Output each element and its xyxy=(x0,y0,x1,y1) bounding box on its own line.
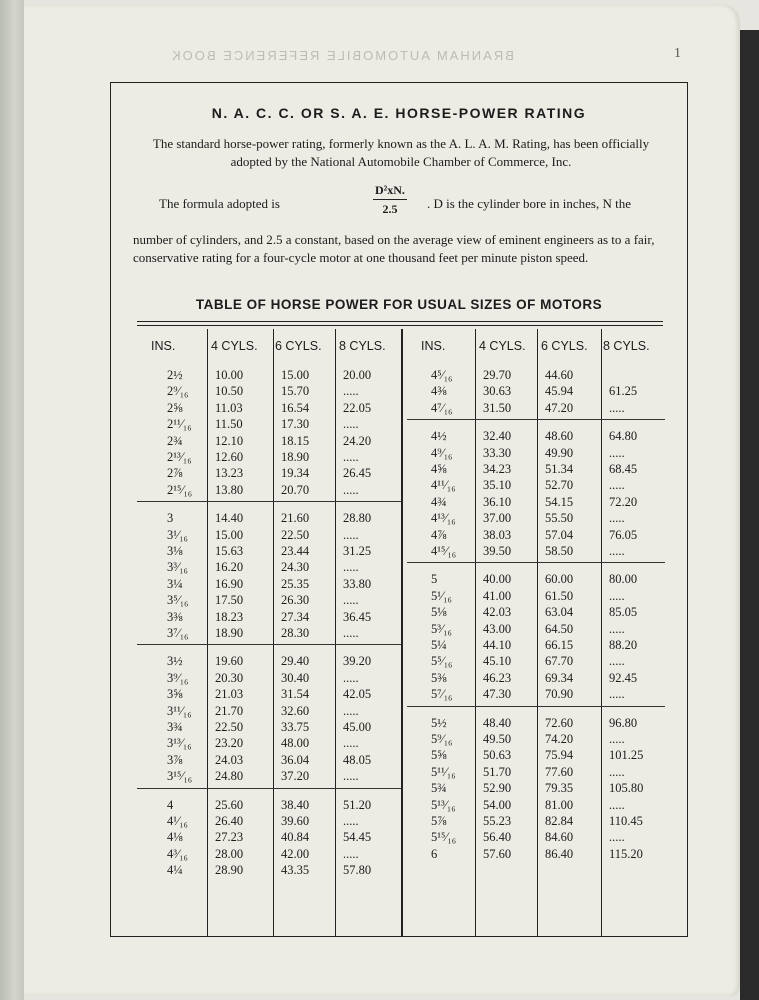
column-header: 4 CYLS. xyxy=(211,339,258,353)
hp-value: ..... xyxy=(343,384,359,399)
hp-value: 86.40 xyxy=(545,846,574,861)
bore-size: 6 xyxy=(431,846,438,861)
bore-size: 4⅛ xyxy=(167,830,183,845)
hp-value: 22.50 xyxy=(281,527,310,542)
bore-size: 4³⁄₁₆ xyxy=(167,846,188,861)
hp-value: 48.60 xyxy=(545,429,574,444)
hp-value: 84.60 xyxy=(545,830,574,845)
bore-size: 4¹³⁄₁₆ xyxy=(431,511,456,526)
hp-value: 57.80 xyxy=(343,863,372,878)
bore-size: 4⅜ xyxy=(431,384,447,399)
hp-value: 35.10 xyxy=(483,478,512,493)
bore-size: 3¹³⁄₁₆ xyxy=(167,736,192,751)
hp-value: 56.40 xyxy=(483,830,512,845)
hp-value: 77.60 xyxy=(545,764,574,779)
hp-value: 47.20 xyxy=(545,400,574,415)
hp-value: 39.50 xyxy=(483,544,512,558)
hp-value: 81.00 xyxy=(545,797,574,812)
hp-value: 69.34 xyxy=(545,670,574,685)
column-divider xyxy=(207,329,208,937)
hp-value: ..... xyxy=(343,626,359,640)
hp-value: 22.50 xyxy=(215,720,244,734)
bore-size: 2¹¹⁄₁₆ xyxy=(167,417,192,432)
hp-value: 32.60 xyxy=(281,703,310,718)
hp-value: 42.05 xyxy=(343,687,372,702)
hp-value: 20.00 xyxy=(343,368,372,382)
hp-value: 11.50 xyxy=(215,417,243,432)
hp-value: 40.84 xyxy=(281,830,310,845)
hp-value: 31.54 xyxy=(281,687,310,702)
hp-value: 26.45 xyxy=(343,466,372,481)
hp-value: 49.90 xyxy=(545,445,574,460)
hp-value: 33.80 xyxy=(343,576,372,591)
hp-value: ..... xyxy=(343,814,359,828)
bore-size: 2⁹⁄₁₆ xyxy=(167,384,189,399)
hp-value: 16.20 xyxy=(215,560,244,575)
hp-value: ..... xyxy=(343,482,359,497)
panel-title: N. A. C. C. OR S. A. E. HORSE-POWER RATING xyxy=(211,105,587,121)
hp-value: 64.80 xyxy=(609,429,638,444)
hp-value: 24.30 xyxy=(281,560,310,575)
column-header: INS. xyxy=(151,339,176,353)
hp-value: 44.60 xyxy=(545,368,574,382)
hp-value: 50.63 xyxy=(483,748,512,763)
hp-value: 79.35 xyxy=(545,781,574,796)
hp-value: 18.90 xyxy=(215,626,244,640)
hp-value: ..... xyxy=(343,450,359,464)
hp-value: 21.70 xyxy=(215,703,244,718)
bore-size: 3⅝ xyxy=(167,687,183,702)
bore-size: 2⅞ xyxy=(167,466,183,481)
hp-value: 37.20 xyxy=(281,769,310,784)
bore-size: 4¾ xyxy=(431,494,447,509)
hp-value: 88.20 xyxy=(609,638,638,652)
bore-size: 3¹¹⁄₁₆ xyxy=(167,703,192,718)
bore-size: 4⁵⁄₁₆ xyxy=(431,368,453,382)
hp-value: 16.54 xyxy=(281,400,310,415)
bore-size: 5¹⁵⁄₁₆ xyxy=(431,830,457,845)
hp-value: 51.70 xyxy=(483,764,512,779)
hp-value: 63.04 xyxy=(545,605,574,620)
bore-size: 3⅞ xyxy=(167,752,183,767)
hp-value: 45.94 xyxy=(545,384,574,399)
column-header: 4 CYLS. xyxy=(479,339,526,353)
hp-value: 11.03 xyxy=(215,400,243,415)
hp-value: 68.45 xyxy=(609,462,638,476)
bore-size: 4¼ xyxy=(167,863,183,878)
hp-value: ..... xyxy=(343,703,359,718)
hp-value: ..... xyxy=(609,654,625,669)
bore-size: 5¾ xyxy=(431,781,447,796)
hp-value: 12.10 xyxy=(215,433,244,448)
column-header: 8 CYLS. xyxy=(603,339,650,353)
group-divider xyxy=(407,706,665,707)
bore-size: 3⁵⁄₁₆ xyxy=(167,593,189,608)
hp-value: ..... xyxy=(609,830,625,845)
table-top-rule-2 xyxy=(137,325,663,326)
hp-value: ..... xyxy=(343,846,359,861)
hp-value: 51.20 xyxy=(343,797,372,812)
hp-value: 36.10 xyxy=(483,494,512,509)
hp-value: 38.40 xyxy=(281,797,310,812)
hp-value: ..... xyxy=(343,417,359,432)
bore-size: 3 xyxy=(167,511,174,526)
hp-value: ..... xyxy=(343,670,359,685)
hp-value: 43.35 xyxy=(281,863,310,878)
bore-size: 3⅜ xyxy=(167,609,183,624)
hp-value: 23.20 xyxy=(215,736,244,751)
hp-value: 15.00 xyxy=(215,527,244,542)
hp-value: 46.23 xyxy=(483,670,512,685)
hp-value: 30.63 xyxy=(483,384,512,399)
bore-size: 4¹⁄₁₆ xyxy=(167,814,188,828)
hp-value: 66.15 xyxy=(545,638,574,652)
bore-size: 3¹⁄₁₆ xyxy=(167,527,188,542)
hp-value: 20.30 xyxy=(215,670,244,685)
bore-size: 4¹⁵⁄₁₆ xyxy=(431,544,457,558)
hp-value: 31.50 xyxy=(483,400,512,415)
hp-value: ..... xyxy=(609,544,625,558)
bore-size: 3³⁄₁₆ xyxy=(167,560,188,575)
hp-value: 15.63 xyxy=(215,544,244,558)
hp-value: 13.80 xyxy=(215,482,244,497)
column-divider xyxy=(335,329,336,937)
hp-value: 58.50 xyxy=(545,544,574,558)
hp-value: 39.20 xyxy=(343,654,372,669)
hp-value: ..... xyxy=(343,736,359,751)
group-divider xyxy=(407,562,665,563)
formula-denominator: 2.5 xyxy=(382,202,398,216)
column-divider xyxy=(475,329,476,937)
hp-value: 42.03 xyxy=(483,605,512,620)
bore-size: 5⁷⁄₁₆ xyxy=(431,687,453,702)
hp-value: 10.00 xyxy=(215,368,244,382)
hp-value: 25.60 xyxy=(215,797,244,812)
column-header: 6 CYLS. xyxy=(541,339,588,353)
hp-value: 54.15 xyxy=(545,494,574,509)
hp-value: 28.80 xyxy=(343,511,372,526)
formula-numerator: D²xN. xyxy=(373,181,407,200)
hp-value: 40.00 xyxy=(483,572,512,587)
hp-value: 72.20 xyxy=(609,494,638,509)
hp-value: 26.40 xyxy=(215,814,244,828)
hp-value: 19.60 xyxy=(215,654,244,669)
hp-value: 49.50 xyxy=(483,732,512,746)
hp-value: 31.25 xyxy=(343,544,372,558)
hp-value: ..... xyxy=(609,400,625,415)
hp-value: 34.23 xyxy=(483,462,512,476)
hp-value: ..... xyxy=(343,527,359,542)
hp-value: 60.00 xyxy=(545,572,574,587)
hp-value: 28.90 xyxy=(215,863,244,878)
hp-value: 48.40 xyxy=(483,715,512,730)
hp-value: 52.90 xyxy=(483,781,512,796)
hp-value: 36.04 xyxy=(281,752,310,767)
bore-size: 3¼ xyxy=(167,576,183,591)
intro-paragraph: The standard horse-power rating, formerly known as the A. L. A. M. Rating, has been officially adopted by the National Automobile Chamber of Commerce, Inc. xyxy=(152,136,650,169)
bore-size: 3½ xyxy=(167,654,183,669)
bore-size: 2½ xyxy=(167,368,183,382)
bore-size: 5⅛ xyxy=(431,605,447,620)
hp-value: 12.60 xyxy=(215,450,244,464)
formula-fraction xyxy=(373,181,407,218)
hp-value: 110.45 xyxy=(609,814,643,828)
hp-value: 25.35 xyxy=(281,576,310,591)
bore-size: 5⅝ xyxy=(431,748,447,763)
hp-value: 70.90 xyxy=(545,687,574,702)
hp-value: 18.23 xyxy=(215,609,244,624)
hp-value: 82.84 xyxy=(545,814,574,828)
hp-value: 15.70 xyxy=(281,384,310,399)
formula-lead: The formula adopted is xyxy=(159,196,280,211)
bore-size: 3⅛ xyxy=(167,544,183,558)
hp-value: 37.00 xyxy=(483,511,512,526)
formula-tail: . D is the cylinder bore in inches, N the xyxy=(427,196,631,211)
hp-value: 32.40 xyxy=(483,429,512,444)
hp-value: 20.70 xyxy=(281,482,310,497)
bore-size: 2⅝ xyxy=(167,400,183,415)
hp-value: ..... xyxy=(609,445,625,460)
hp-value: 39.60 xyxy=(281,814,310,828)
group-divider xyxy=(137,644,401,645)
hp-value: ..... xyxy=(343,593,359,608)
table-title: TABLE OF HORSE POWER FOR USUAL SIZES OF MOTORS xyxy=(195,297,603,312)
hp-value: 18.15 xyxy=(281,433,310,448)
hp-value: 16.90 xyxy=(215,576,244,591)
bore-size: 3¹⁵⁄₁₆ xyxy=(167,769,193,784)
hp-value: 75.94 xyxy=(545,748,574,763)
column-divider xyxy=(537,329,538,937)
bore-size: 2¹³⁄₁₆ xyxy=(167,450,192,464)
hp-value: 24.20 xyxy=(343,433,372,448)
hp-value: 29.70 xyxy=(483,368,512,382)
hp-value: 18.90 xyxy=(281,450,310,464)
hp-value: 33.75 xyxy=(281,720,310,734)
hp-value: 23.44 xyxy=(281,544,310,558)
bore-size: 3⁷⁄₁₆ xyxy=(167,626,189,640)
hp-value: 24.03 xyxy=(215,752,244,767)
hp-value: 48.05 xyxy=(343,752,372,767)
hp-value: 105.80 xyxy=(609,781,644,796)
bore-size: 5¹¹⁄₁₆ xyxy=(431,764,456,779)
bore-size: 4 xyxy=(167,797,174,812)
bore-size: 2¾ xyxy=(167,433,183,448)
column-header: 6 CYLS. xyxy=(275,339,322,353)
hp-value: 33.30 xyxy=(483,445,512,460)
hp-value: ..... xyxy=(609,621,625,636)
bleed-through-header: BRANHAM AUTOMOBILE REFERENCE BOOK xyxy=(170,48,514,63)
bore-size: 5¹³⁄₁₆ xyxy=(431,797,456,812)
bore-size: 4¹¹⁄₁₆ xyxy=(431,478,456,493)
hp-value: 30.40 xyxy=(281,670,310,685)
hp-value: 80.00 xyxy=(609,572,638,587)
bore-size: 5⁹⁄₁₆ xyxy=(431,732,453,746)
hp-value: 57.04 xyxy=(545,527,574,542)
bore-size: 5¼ xyxy=(431,638,447,652)
bore-size: 3⁹⁄₁₆ xyxy=(167,670,189,685)
hp-value: 55.23 xyxy=(483,814,512,828)
explanation-paragraph: number of cylinders, and 2.5 a constant, based on the average view of eminent engineers as to a fair, conservative rating for a four-cycle motor at one thousand feet per minute piston speed. xyxy=(133,232,655,265)
hp-value: 67.70 xyxy=(545,654,574,669)
hp-value: 28.00 xyxy=(215,846,244,861)
horse-power-table xyxy=(137,329,663,937)
hp-value: 17.30 xyxy=(281,417,310,432)
hp-value: 43.00 xyxy=(483,621,512,636)
bore-size: 5⁵⁄₁₆ xyxy=(431,654,453,669)
bore-size: 2¹⁵⁄₁₆ xyxy=(167,482,193,497)
hp-value: 92.45 xyxy=(609,670,638,685)
hp-value: 45.10 xyxy=(483,654,512,669)
page-number: 1 xyxy=(674,46,681,61)
hp-value: 27.34 xyxy=(281,609,310,624)
hp-value: 38.03 xyxy=(483,527,512,542)
hp-value: 51.34 xyxy=(545,462,574,476)
hp-value: 29.40 xyxy=(281,654,310,669)
hp-value: 54.00 xyxy=(483,797,512,812)
hp-value: 10.50 xyxy=(215,384,244,399)
table-top-rule xyxy=(137,321,663,322)
page-edge xyxy=(740,30,759,1000)
bore-size: 5⅜ xyxy=(431,670,447,685)
hp-value: ..... xyxy=(609,732,625,746)
hp-value: 42.00 xyxy=(281,846,310,861)
hp-value: ..... xyxy=(609,588,625,603)
rating-panel xyxy=(110,82,688,937)
bore-size: 5¹⁄₁₆ xyxy=(431,588,452,603)
hp-value: 21.60 xyxy=(281,511,310,526)
hp-value: 48.00 xyxy=(281,736,310,751)
hp-value: 19.34 xyxy=(281,466,310,481)
book-spine xyxy=(0,0,24,1000)
hp-value: 27.23 xyxy=(215,830,244,845)
hp-value: 41.00 xyxy=(483,588,512,603)
bore-size: 4½ xyxy=(431,429,447,444)
column-header: INS. xyxy=(421,339,446,353)
hp-value: 85.05 xyxy=(609,605,638,620)
column-divider xyxy=(273,329,274,937)
hp-value: 21.03 xyxy=(215,687,244,702)
hp-value: 101.25 xyxy=(609,748,644,763)
hp-value: ..... xyxy=(609,687,625,702)
hp-value: 24.80 xyxy=(215,769,244,784)
hp-value: 61.25 xyxy=(609,384,638,399)
table-center-divider xyxy=(401,329,403,937)
bore-size: 5³⁄₁₆ xyxy=(431,621,452,636)
hp-value: 28.30 xyxy=(281,626,310,640)
hp-value: 74.20 xyxy=(545,732,574,746)
bore-size: 4⁷⁄₁₆ xyxy=(431,400,453,415)
group-divider xyxy=(407,419,665,420)
bore-size: 4⅞ xyxy=(431,527,447,542)
hp-value: ..... xyxy=(343,560,359,575)
hp-value: 26.30 xyxy=(281,593,310,608)
hp-value: 22.05 xyxy=(343,400,372,415)
hp-value: 15.00 xyxy=(281,368,310,382)
hp-value: 14.40 xyxy=(215,511,244,526)
hp-value: ..... xyxy=(609,797,625,812)
hp-value: ..... xyxy=(609,511,625,526)
group-divider xyxy=(137,501,401,502)
column-divider xyxy=(601,329,602,937)
bore-size: 5½ xyxy=(431,715,447,730)
hp-value: 47.30 xyxy=(483,687,512,702)
group-divider xyxy=(137,788,401,789)
hp-value: 72.60 xyxy=(545,715,574,730)
hp-value: 13.23 xyxy=(215,466,244,481)
hp-value: 45.00 xyxy=(343,720,372,734)
bore-size: 3¾ xyxy=(167,720,183,734)
hp-value: 61.50 xyxy=(545,588,574,603)
hp-value: 64.50 xyxy=(545,621,574,636)
hp-value: 17.50 xyxy=(215,593,244,608)
hp-value: 76.05 xyxy=(609,527,638,542)
hp-value: 57.60 xyxy=(483,846,512,861)
hp-value: 115.20 xyxy=(609,846,643,861)
hp-value: 44.10 xyxy=(483,638,512,652)
hp-value: 52.70 xyxy=(545,478,574,493)
hp-value: ..... xyxy=(609,764,625,779)
hp-value: 54.45 xyxy=(343,830,372,845)
hp-value: 96.80 xyxy=(609,715,638,730)
hp-value: 36.45 xyxy=(343,609,372,624)
hp-value: 55.50 xyxy=(545,511,574,526)
bore-size: 5⅞ xyxy=(431,814,447,828)
bore-size: 5 xyxy=(431,572,438,587)
hp-value: ..... xyxy=(343,769,359,784)
hp-value: ..... xyxy=(609,478,625,493)
bore-size: 4⅝ xyxy=(431,462,447,476)
bore-size: 4⁹⁄₁₆ xyxy=(431,445,453,460)
column-header: 8 CYLS. xyxy=(339,339,386,353)
